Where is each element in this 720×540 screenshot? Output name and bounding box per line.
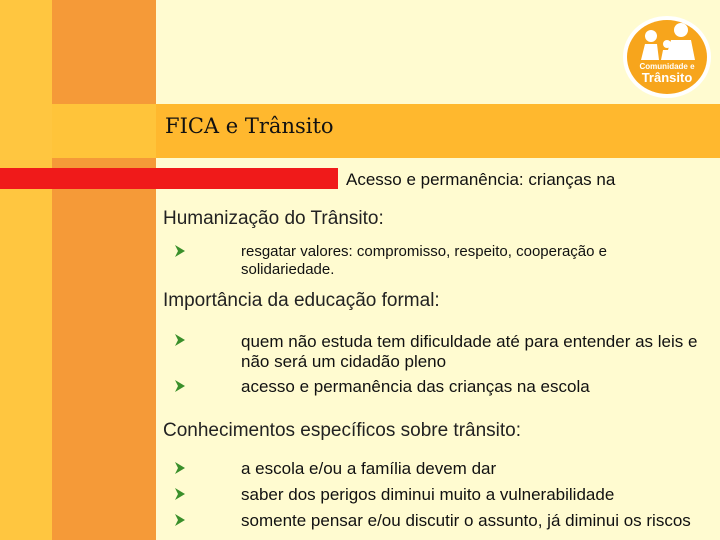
bullet-text: acesso e permanência das crianças na escola — [241, 377, 590, 396]
red-accent-bar — [0, 168, 338, 189]
bullet-text: somente pensar e/ou discutir o assunto, já diminui os riscos — [241, 511, 691, 530]
bullet-text: quem não estuda tem dificuldade até para entender as leis e não será um cidadão pleno — [241, 332, 698, 371]
arrow-bullet-icon — [174, 379, 186, 393]
arrow-bullet-icon — [174, 487, 186, 501]
arrow-bullet-icon — [174, 244, 186, 258]
section-heading-knowledge: Conhecimentos específicos sobre trânsito: — [163, 420, 522, 441]
logo-text-1: Comunidade e — [639, 62, 695, 71]
slide-subtitle: Acesso e permanência: crianças na — [346, 170, 616, 189]
section-heading-humanization: Humanização do Trânsito: — [163, 208, 384, 229]
section-heading-education: Importância da educação formal: — [163, 290, 440, 311]
orange-decor-band — [52, 0, 156, 540]
logo-text-2: Trânsito — [641, 70, 693, 85]
bullet-text: resgatar valores: compromisso, respeito, cooperação e solidariedade. — [241, 243, 608, 278]
arrow-bullet-icon — [174, 333, 186, 347]
arrow-bullet-icon — [174, 461, 186, 475]
family-logo-icon — [621, 14, 713, 100]
logo — [621, 14, 713, 100]
left-decor-band — [0, 0, 52, 540]
bullet-text: a escola e/ou a família devem dar — [241, 459, 497, 478]
bullet-text: saber dos perigos diminui muito a vulnerabilidade — [241, 485, 615, 504]
slide-title: FICA e Trânsito — [165, 114, 334, 138]
arrow-bullet-icon — [174, 513, 186, 527]
